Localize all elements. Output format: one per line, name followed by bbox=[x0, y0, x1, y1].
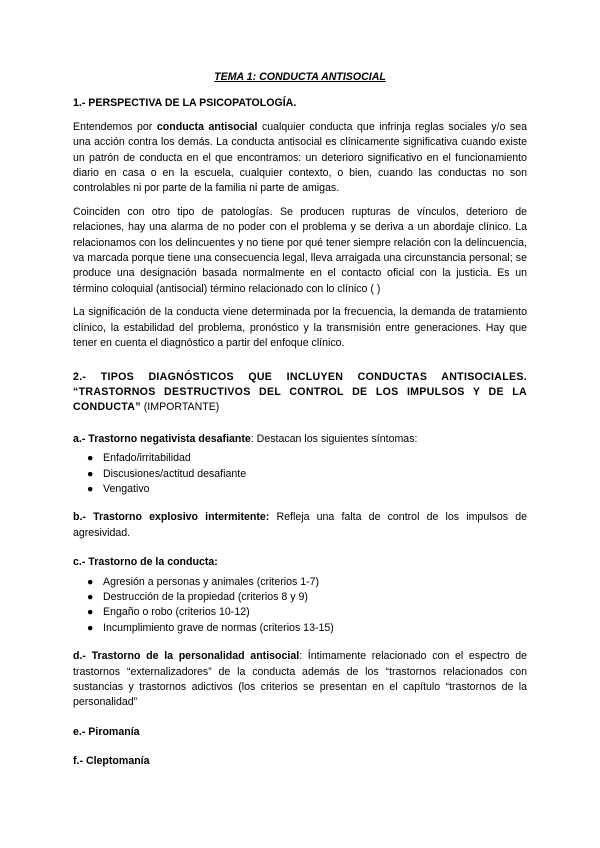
subsection-d bbox=[73, 649, 527, 711]
bullet-icon: ● bbox=[87, 575, 94, 588]
bullet-icon: ● bbox=[87, 590, 94, 603]
bullet-icon: ● bbox=[87, 452, 94, 465]
page-title: TEMA 1: CONDUCTA ANTISOCIAL bbox=[214, 71, 386, 83]
list-item: ● Enfado/irritabilidad bbox=[103, 451, 527, 466]
paragraph-definition bbox=[73, 120, 527, 197]
list-item: ● Discusiones/actitud desafiante bbox=[103, 467, 527, 482]
heading-note: (IMPORTANTE) bbox=[140, 401, 220, 414]
list-item: ● Engaño o robo (criterios 10-12) bbox=[103, 605, 527, 620]
text: Refleja una falta de control de los impulsos de agresividad. bbox=[73, 511, 527, 539]
subsection-c: c.- Trastorno de la conducta: bbox=[73, 556, 218, 569]
subsection-a bbox=[73, 432, 527, 447]
text: Entendemos por bbox=[73, 120, 157, 133]
paragraph-significance: La significación de la conducta viene determinada por la frecuencia, la demanda de tratamiento clínico, la estabilidad del problema, pronóstico y la transmisión entre generaciones. Hay que tener en cuenta el diagnóstico a partir del enfoque clínico. bbox=[73, 306, 527, 350]
text: : Destacan los siguientes síntomas: bbox=[250, 432, 418, 445]
bullet-icon: ● bbox=[87, 621, 94, 634]
text: cualquier conducta que infrinja reglas sociales y/o sea una acción contra los demás. La conducta antisocial es clínicamente significativa cuando existe un patrón de conducta en el que encontramos: un deterioro significativo en el funcionamiento diario en casa o en la escuela, cualquier contexto, o bien, cuando las conductas no son controlables ni por parte de la familia ni parte de amigas. bbox=[73, 120, 527, 195]
bullet-icon: ● bbox=[87, 606, 94, 619]
bullet-icon: ● bbox=[87, 482, 94, 495]
subsection-f: f.- Cleptomanía bbox=[73, 755, 150, 768]
list-item: ● Agresión a personas y animales (criterios 1-7) bbox=[103, 575, 527, 590]
subsection-title: d.- Trastorno de la personalidad antisocial bbox=[73, 650, 300, 663]
bullet-icon: ● bbox=[87, 467, 94, 480]
paragraph-pathologies: Coinciden con otro tipo de patologías. Se producen rupturas de vínculos, deterioro de relaciones, hay una alarma de no poder con el problema y se deriva a un abordaje clínico. La relacionamos con los delincuentes y no tiene por qué tener siempre relación con la delincuencia, va marcada porque tiene una consecuencia legal, lleva arraigada una circunstancia personal; se produce una designación basada normalmente en el contacto oficial con la justicia. Es un término coloquial (antisocial) término relacionado con lo clínico ( ) bbox=[73, 205, 527, 295]
bold-term: conducta antisocial bbox=[156, 120, 258, 133]
section-1-heading: 1.- PERSPECTIVA DE LA PSICOPATOLOGÍA. bbox=[73, 97, 297, 110]
heading-bold: 2.- TIPOS DIAGNÓSTICOS QUE INCLUYEN CONDUCTAS ANTISOCIALES. “TRASTORNOS DESTRUCTIVOS DEL CONTROL DE LOS IMPULSOS Y DE LA CONDUCTA” bbox=[73, 370, 527, 414]
list-item: ● Vengativo bbox=[103, 482, 527, 497]
list-item: ● Incumplimiento grave de normas (criterios 13-15) bbox=[103, 621, 527, 636]
subsection-e: e.- Piromanía bbox=[73, 725, 140, 738]
list-c bbox=[73, 575, 527, 637]
subsection-title: a.- Trastorno negativista desafiante bbox=[73, 432, 251, 445]
section-2-heading bbox=[73, 370, 527, 416]
subsection-title: b.- Trastorno explosivo intermitente: bbox=[73, 511, 270, 524]
document-page bbox=[73, 70, 527, 770]
list-item: ● Destrucción de la propiedad (criterios 8 y 9) bbox=[103, 590, 527, 605]
subsection-b bbox=[73, 510, 527, 541]
text: : Íntimamente relacionado con el espectro de trastornos “externalizadores” de la conducta además de los “trastornos relacionados con sustancias y trastornos adictivos (los criterios se presentan en el capítulo “trastornos de la personalidad” bbox=[73, 650, 527, 709]
list-a bbox=[73, 451, 527, 497]
